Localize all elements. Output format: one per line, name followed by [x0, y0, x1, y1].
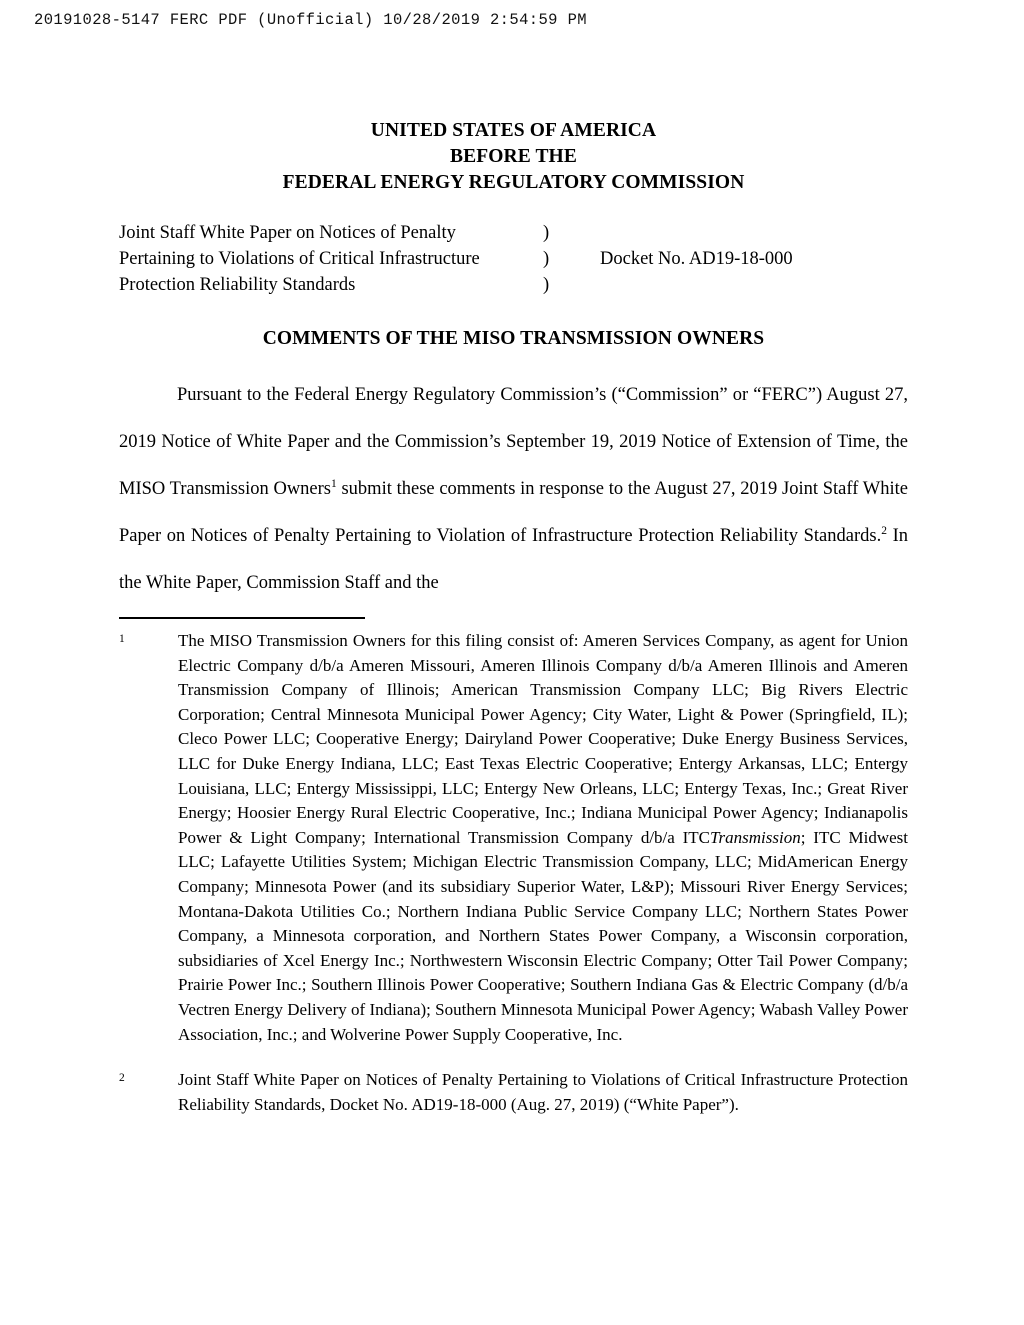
caption-party-text: Joint Staff White Paper on Notices of Penalty [119, 223, 456, 243]
footnote-text [178, 1070, 908, 1114]
caption-paren: ) [543, 275, 550, 295]
footnote-separator-rule [119, 617, 365, 619]
footnote-text [178, 631, 908, 1044]
paragraph-text-segment-2: submit these comments in response to the August 27, 2019 Joint Staff White Paper on Notices of Penalty Pertaining to Violation of Infrastructure Protection Reliability Standards. [119, 479, 908, 546]
caption-paren: ) [543, 249, 550, 269]
document-header-block [119, 118, 908, 626]
footnote-marker: 2 [119, 1072, 125, 1085]
footnote-marker: 1 [119, 633, 125, 645]
caption-row [119, 246, 908, 272]
caption-row [119, 220, 908, 246]
caption-paren: ) [543, 223, 550, 243]
heading-line-before: BEFORE THE [450, 146, 577, 167]
caption-docket-number: Docket No. AD19-18-000 [600, 249, 793, 269]
footnote-text-segment-1: Joint Staff White Paper on Notices of Penalty Pertaining to Violations of Critical Infrastructure Protection Reliability Standards, Docket No. AD19-18-000 (Aug. 27, 2019) (“White Paper”). [178, 1070, 908, 1114]
heading-line-country: UNITED STATES OF AMERICA [370, 120, 657, 141]
footnote-reference-2: 2 [881, 524, 887, 537]
caption-party-text: Pertaining to Violations of Critical Infrastructure [119, 249, 480, 269]
footnote-text-segment-1: The MISO Transmission Owners for this filing consist of: Ameren Services Company, as agent for Union Electric Company d/b/a Ameren Missouri, Ameren Illinois Company d/b/a Ameren Illinois and Ameren Transmission Company of Illinois; American Transmission Company LLC; Big Rivers Electric Corporation; Central Minnesota Municipal Power Agency; City Water, Light & Power (Springfield, IL); Cleco Power LLC; Cooperative Energy; Dairyland Power Cooperative; Duke Energy Business Services, LLC for Duke Energy Indiana, LLC; East Texas Electric Cooperative; Entergy Arkansas, LLC; Entergy Louisiana, LLC; Entergy Mississippi, LLC; Entergy New Orleans, LLC; Entergy Texas, Inc.; Great River Energy; Hoosier Energy Rural Electric Cooperative, Inc.; Indiana Municipal Power Agency; Indianapolis Power & Light Company; International Transmission Company d/b/a ITC [178, 631, 908, 847]
footnote-section [119, 617, 908, 1117]
paragraph-text-segment-1: Pursuant to the Federal Energy Regulatory Commission’s (“Commission” or “FERC”) August 27, 2019 Notice of White Paper and the Commission’s September 19, 2019 Notice of Extension of Time, the MISO Transmission Owners [119, 385, 908, 499]
caption-party-text: Protection Reliability Standards [119, 275, 356, 295]
court-heading [119, 118, 908, 196]
body-paragraph-1 [119, 372, 908, 607]
heading-line-agency: FEDERAL ENERGY REGULATORY COMMISSION [282, 172, 745, 193]
ferc-efiling-stamp: 20191028-5147 FERC PDF (Unofficial) 10/28/2019 2:54:59 PM [34, 11, 587, 29]
caption-row [119, 272, 908, 298]
footnote-text-italic: Transmission [710, 827, 801, 847]
document-title: COMMENTS OF THE MISO TRANSMISSION OWNERS [262, 328, 765, 349]
case-caption [119, 220, 908, 298]
footnote-1 [119, 629, 908, 1047]
footnote-2 [119, 1068, 908, 1117]
paragraph-text-segment-3: In the White Paper, Commission Staff and the [119, 526, 908, 593]
footnote-reference-1: 1 [331, 477, 337, 490]
footnote-text-segment-2: ; ITC Midwest LLC; Lafayette Utilities System; Michigan Electric Transmission Company, LLC; MidAmerican Energy Company; Minnesota Power (and its subsidiary Superior Water, L&P); Missouri River Energy Services; Montana-Dakota Utilities Co.; Northern Indiana Public Service Company LLC; Northern States Power Company, a Minnesota corporation, and Northern States Power Company, a Wisconsin corporation, subsidiaries of Xcel Energy Inc.; Northwestern Wisconsin Electric Company; Otter Tail Power Company; Prairie Power Inc.; Southern Illinois Power Cooperative; Southern Indiana Gas & Electric Company (d/b/a Vectren Energy Delivery of Indiana); Southern Minnesota Municipal Power Agency; Wabash Valley Power Association, Inc.; and Wolverine Power Supply Cooperative, Inc. [178, 827, 909, 1044]
